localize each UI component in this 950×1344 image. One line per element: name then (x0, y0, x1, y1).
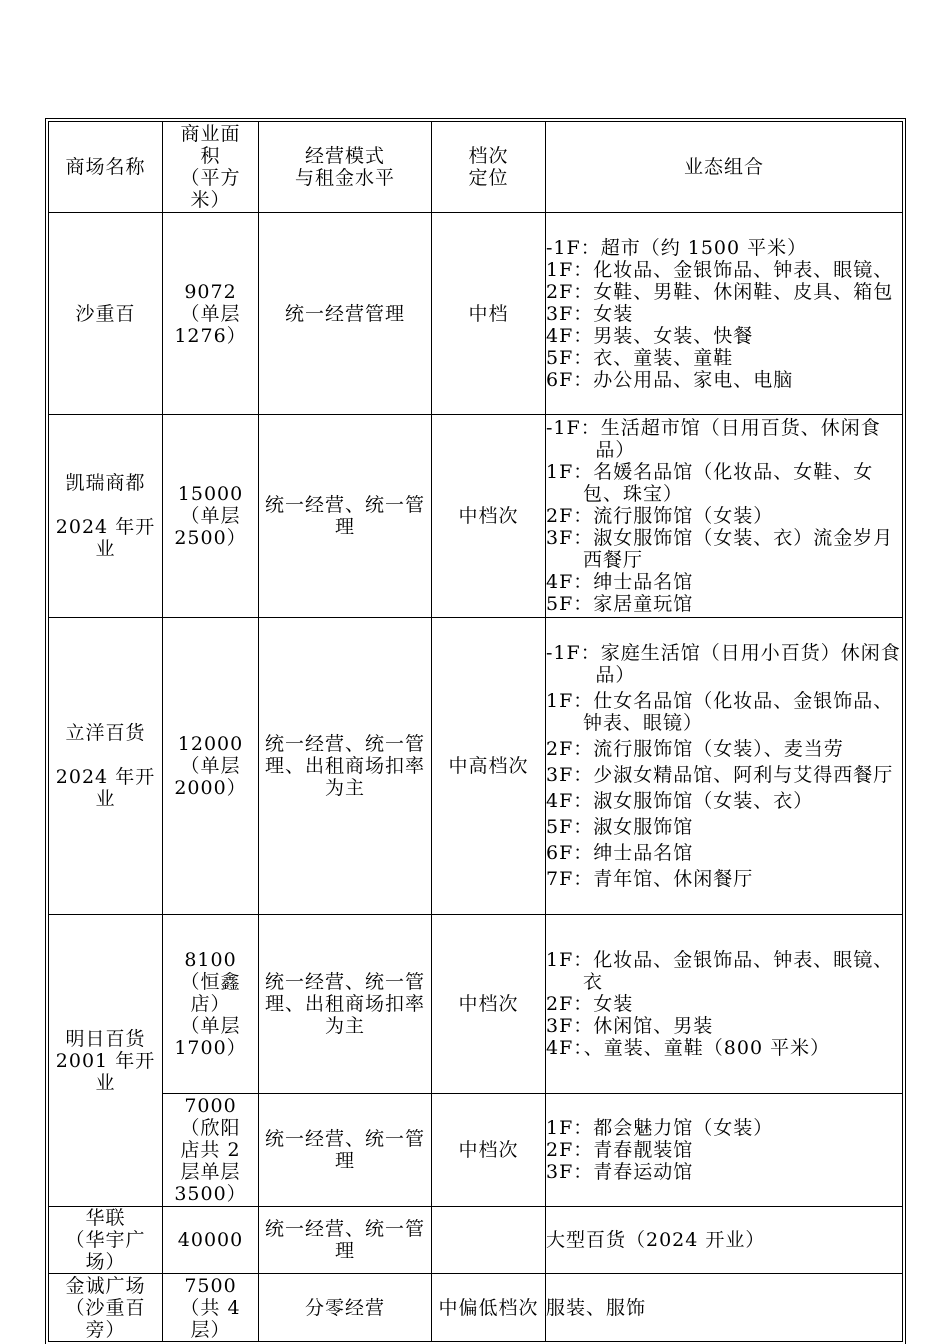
format-mix-cell (546, 915, 903, 1094)
floor-line: 4F：绅士品名馆 (546, 571, 694, 593)
floor-line: 1F：化妆品、金银饰品、钟表、眼镜、衣 (546, 949, 894, 993)
floor-line: 3F：青春运动馆 (546, 1161, 694, 1183)
table-row (49, 618, 903, 915)
grade-cell: 中高档次 (432, 618, 546, 915)
area-cell: 8100 （恒鑫 店） （单层 1700） (163, 915, 259, 1094)
grade-cell (432, 1207, 546, 1274)
mall-name-cell: 华联 （华宇广 场） (49, 1207, 163, 1274)
floor-line: 5F：家居童玩馆 (546, 593, 694, 615)
mall-name-cell: 立洋百货 2024 年开业 (49, 618, 163, 915)
grade-cell: 中档次 (432, 415, 546, 618)
floor-line: 2F：流行服饰馆（女装）、麦当劳 (546, 737, 844, 760)
floor-line: 3F：休闲馆、男装 (546, 1015, 714, 1037)
mall-name-cell: 明日百货 2001 年开业 (49, 915, 163, 1207)
header-mall-name: 商场名称 (49, 122, 163, 213)
mode-cell: 分零经营 (259, 1274, 432, 1342)
mall-name-cell: 金诚广场 （沙重百 旁） (49, 1274, 163, 1342)
table-row (49, 1207, 903, 1274)
grade-cell: 中偏低档次 (432, 1274, 546, 1342)
area-cell: 7000 （欣阳 店共 2 层单层 3500） (163, 1094, 259, 1207)
format-mix-cell (546, 415, 903, 618)
floor-line: 2F：青春靓装馆 (546, 1139, 694, 1161)
table-row (49, 1274, 903, 1342)
mode-cell: 统一经营、统一管理 (259, 1094, 432, 1207)
floor-line: 1F：名媛名品馆（化妆品、女鞋、女包、珠宝） (546, 461, 874, 505)
floor-line: 6F：办公用品、家电、电脑 (546, 368, 794, 391)
mall-name-cell: 沙重百 (49, 213, 163, 415)
floor-line: 2F：流行服饰馆（女装） (546, 505, 774, 527)
mall-name-cell: 凯瑞商都 2024 年开业 (49, 415, 163, 618)
floor-line: 2F：女装 (546, 993, 634, 1015)
floor-line: 4F：男装、女装、快餐 (546, 324, 754, 347)
header-grade: 档次 定位 (432, 122, 546, 213)
header-row (49, 122, 903, 213)
grade-cell: 中档 (432, 213, 546, 415)
floor-line: 5F：淑女服饰馆 (546, 815, 694, 838)
floor-line: 1F：化妆品、金银饰品、钟表、眼镜、 (546, 258, 894, 281)
floor-line: 1F：都会魅力馆（女装） (546, 1117, 774, 1139)
area-cell: 40000 (163, 1207, 259, 1274)
format-mix-cell (546, 618, 903, 915)
format-mix-cell: 服装、服饰 (546, 1274, 903, 1342)
area-cell: 12000 （单层 2000） (163, 618, 259, 915)
mode-cell: 统一经营、统一管理、出租商场扣率为主 (259, 618, 432, 915)
format-mix-cell: 大型百货（2024 开业） (546, 1207, 903, 1274)
floor-line: -1F：超市（约 1500 平米） (546, 236, 808, 259)
mall-comparison-table (48, 121, 903, 1342)
floor-line: 1F：仕女名品馆（化妆品、金银饰品、钟表、眼镜） (546, 689, 894, 734)
area-cell: 15000 （单层 2500） (163, 415, 259, 618)
floor-line: 6F：绅士品名馆 (546, 841, 694, 864)
floor-line: 5F：衣、童装、童鞋 (546, 346, 734, 369)
table-row (49, 213, 903, 415)
mode-cell: 统一经营管理 (259, 213, 432, 415)
floor-line: 7F：青年馆、休闲餐厅 (546, 867, 754, 890)
header-format-mix: 业态组合 (546, 122, 903, 213)
format-mix-cell (546, 213, 903, 415)
table-row (49, 415, 903, 618)
floor-line: 3F：女装 (546, 302, 634, 325)
floor-line: 4F：淑女服饰馆（女装、衣） (546, 789, 814, 812)
floor-line: 3F：淑女服饰馆（女装、衣）流金岁月西餐厅 (546, 527, 894, 571)
header-area: 商业面 积 （平方 米） (163, 122, 259, 213)
floor-line: -1F：生活超市馆（日用百货、休闲食品） (546, 417, 881, 461)
area-cell: 7500 （共 4 层） (163, 1274, 259, 1342)
mode-cell: 统一经营、统一管理 (259, 415, 432, 618)
floor-line: -1F：家庭生活馆（日用小百货）休闲食品） (546, 641, 901, 686)
header-business-mode: 经营模式 与租金水平 (259, 122, 432, 213)
floor-line: 4F：、童装、童鞋（800 平米） (546, 1037, 831, 1059)
grade-cell: 中档次 (432, 915, 546, 1094)
format-mix-cell (546, 1094, 903, 1207)
table-row (49, 915, 903, 1094)
grade-cell: 中档次 (432, 1094, 546, 1207)
mode-cell: 统一经营、统一管理、出租商场扣率为主 (259, 915, 432, 1094)
floor-line: 3F：少淑女精品馆、阿利与艾得西餐厅 (546, 763, 894, 786)
area-cell: 9072 （单层 1276） (163, 213, 259, 415)
table-row (49, 1094, 903, 1207)
mode-cell: 统一经营、统一管理 (259, 1207, 432, 1274)
floor-line: 2F：女鞋、男鞋、休闲鞋、皮具、箱包 (546, 280, 894, 303)
